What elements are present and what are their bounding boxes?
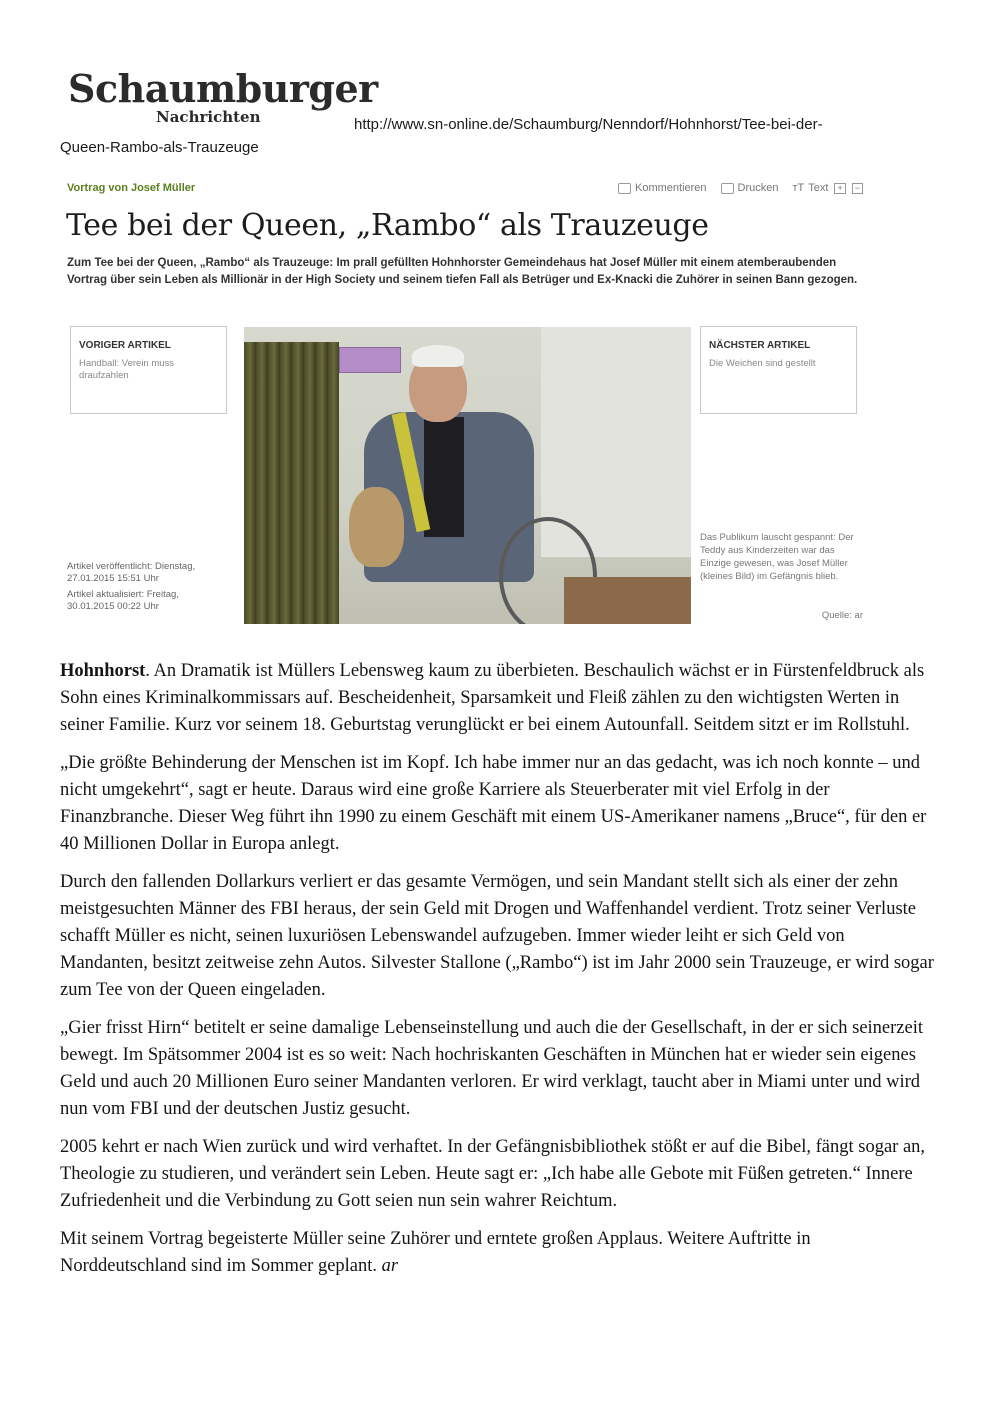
article-tools — [618, 182, 863, 194]
print-icon — [721, 183, 734, 194]
source-url-line1: http://www.sn-online.de/Schaumburg/Nenndorf/Hohnhorst/Tee-bei-der- — [354, 116, 823, 133]
logo-title: Schaumburger — [68, 66, 378, 111]
photo-banknote-inset — [339, 347, 401, 373]
paragraph-5: 2005 kehrt er nach Wien zurück und wird verhaftet. In der Gefängnisbibliothek stößt er auf die Bibel, fängt sogar an, Theologie zu studieren, und verändert sein Leben. Heute sagt er: „Ich habe alle Gebote mit Füßen getreten.“ Innere Zufriedenheit und die Verbindung zu Gott seien nun sein wahrer Reichtum. — [60, 1137, 926, 1211]
text-plus-button[interactable]: + — [834, 183, 845, 194]
dateline-place: Hohnhorst — [60, 661, 146, 681]
previous-article-link[interactable]: Handball: Verein muss draufzahlen — [79, 358, 175, 381]
paragraph-6-text: Mit seinem Vortrag begeisterte Müller seine Zuhörer und erntete großen Applaus. Weitere Auftritte in Norddeutschland sind im Sommer geplant. — [60, 1229, 811, 1276]
article-photo — [244, 327, 691, 624]
comment-tool[interactable] — [618, 182, 707, 194]
paragraph-1 — [60, 658, 935, 739]
article-clipping — [60, 170, 875, 630]
text-size-icon: ᴛT — [792, 182, 805, 194]
updated-date: Artikel aktualisiert: Freitag, 30.01.2015 00:22 Uhr — [67, 589, 179, 612]
paragraph-1-text: . An Dramatik ist Müllers Lebensweg kaum zu überbieten. Beschaulich wächst er in Fürstenfeldbruck als Sohn eines Kriminalkommissars auf. Bescheidenheit, Sparsamkeit und Fleiß zählen zu den wichtigsten Werten in seiner Familie. Kurz vor seinem 18. Geburtstag verunglückt er bei einem Autounfall. Seitdem sitzt er im Rollstuhl. — [60, 661, 925, 735]
photo-curtain — [244, 342, 339, 624]
newspaper-logo — [68, 66, 378, 130]
photo-credit: Quelle: ar — [821, 610, 863, 621]
next-article-box[interactable] — [700, 326, 857, 414]
text-minus-button[interactable]: − — [852, 183, 863, 194]
previous-article-heading: VORIGER ARTIKEL — [79, 340, 171, 351]
teaser: Zum Tee bei der Queen, „Rambo“ als Trauzeuge: Im prall gefüllten Hohnhorster Gemeindehaus hat Josef Müller mit einem atemberaubenden Vortrag über sein Leben als Millionär in der High Society und seinem tiefen Fall als Betrüger und Ex-Knacki die Zuhörer in seinen Bann gezogen. — [67, 257, 858, 286]
photo-teddy-bear — [349, 487, 404, 567]
text-size-tool — [793, 182, 863, 194]
paragraph-3: Durch den fallenden Dollarkurs verliert er das gesamte Vermögen, und sein Mandant stellt sich als einer der zehn meistgesuchten Männer des FBI heraus, der sein Geld mit Drogen und Waffenhandel verdient. Trotz seiner Verluste schafft Müller es nicht, seinen luxuriösen Lebenswandel aufzugeben. Immer wieder leiht er sich Geld von Mandanten, besitzt zeitweise zehn Autos. Silvester Stallone („Rambo“) ist im Jahr 2000 sein Trauzeuge, er wird sogar zum Tee von der Queen eingeladen. — [60, 872, 934, 1000]
author-signature: ar — [381, 1256, 399, 1276]
article-body — [60, 658, 935, 1291]
next-article-heading: NÄCHSTER ARTIKEL — [709, 340, 811, 351]
photo-speaker-hair — [412, 345, 464, 367]
print-tool[interactable] — [721, 182, 779, 194]
article-meta — [67, 561, 217, 617]
print-label: Drucken — [737, 182, 779, 194]
paragraph-6 — [60, 1226, 935, 1280]
logo-subtitle: Nachrichten — [156, 108, 261, 126]
next-article-link[interactable]: Die Weichen sind gestellt — [709, 358, 816, 369]
photo-table — [564, 577, 691, 624]
photo-caption: Das Publikum lauscht gespannt: Der Teddy aus Kinderzeiten war das Einzige gewesen, was Josef Müller (kleines Bild) im Gefängnis blieb. — [700, 532, 854, 582]
published-date: Artikel veröffentlicht: Dienstag, 27.01.2015 15:51 Uhr — [67, 561, 196, 584]
comment-label: Kommentieren — [635, 182, 707, 194]
comment-icon — [618, 183, 631, 194]
kicker: Vortrag von Josef Müller — [67, 182, 196, 194]
headline: Tee bei der Queen, „Rambo“ als Trauzeuge — [66, 208, 709, 243]
text-size-label: Text — [808, 182, 829, 194]
paragraph-4: „Gier frisst Hirn“ betitelt er seine damalige Lebenseinstellung und auch die der Gesellschaft, in der er sich seinerzeit bewegt. Im Spätsommer 2004 ist es so weit: Nach hochriskanten Geschäften in München hat er wieder sein eigenes Geld und auch 20 Millionen Euro seiner Mandanten verloren. Er wird verklagt, taucht aber in Miami unter und wird nun vom FBI und der deutschen Justiz gesucht. — [60, 1018, 924, 1119]
photo-speaker-shirt — [424, 417, 464, 537]
previous-article-box[interactable] — [70, 326, 227, 414]
source-url-line2: Queen-Rambo-als-Trauzeuge — [60, 139, 259, 156]
paragraph-2: „Die größte Behinderung der Menschen ist im Kopf. Ich habe immer nur an das gedacht, was ich noch konnte – und nicht umgekehrt“, sagt er heute. Daraus wird eine große Karriere als Steuerberater mit viel Erfolg in der Finanzbranche. Dieser Weg führt ihn 1990 zu einem Geschäft mit einem US-Amerikaner namens „Bruce“, für den er 40 Millionen Dollar in Europa anlegt. — [60, 753, 927, 854]
